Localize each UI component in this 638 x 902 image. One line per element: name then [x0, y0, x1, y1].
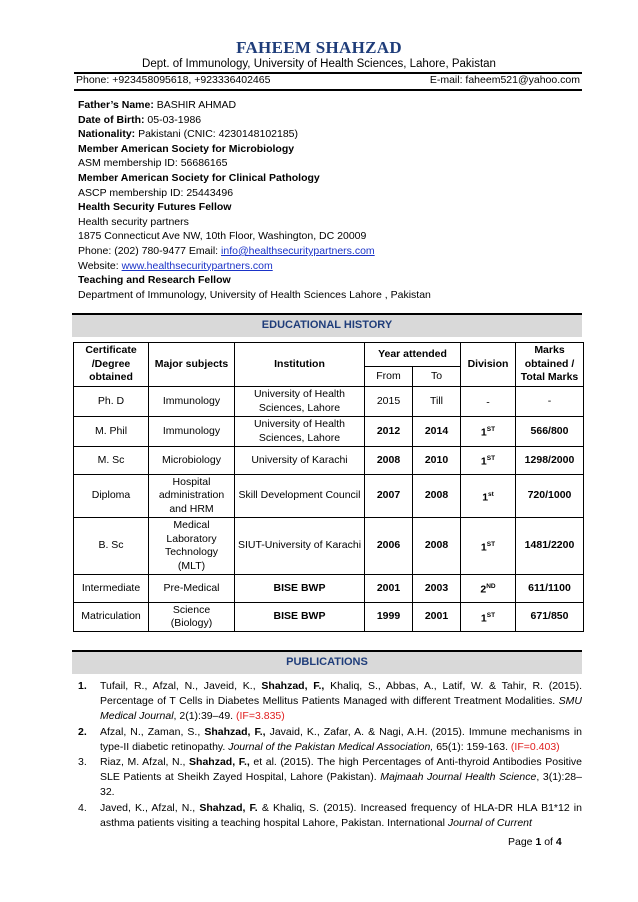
- list-item: 4. Javed, K., Afzal, N., Shahzad, F. & Khaliq, S. (2015). Increased frequency of HLA-DR HLA B1*12 in asthma patients visiting a teaching hospital Lahore, Pakistan. International Journal of Current: [78, 801, 582, 829]
- cell-major: Science (Biology): [149, 603, 235, 632]
- cell-inst: BISE BWP: [235, 575, 365, 603]
- email-text: E-mail: faheem521@yahoo.com: [429, 74, 580, 86]
- asm-id: ASM membership ID: 56686165: [78, 157, 228, 170]
- cell-from: 2007: [365, 475, 413, 518]
- cell-marks: 611/1100: [516, 575, 584, 603]
- cell-to: Till: [413, 387, 461, 417]
- cell-major: Immunology: [149, 417, 235, 447]
- father-name-label: Father’s Name:: [78, 99, 154, 111]
- header-rule-bottom: [74, 89, 582, 91]
- cell-major: Microbiology: [149, 447, 235, 475]
- cell-major: Hospital administration and HRM: [149, 475, 235, 518]
- cell-division: 1ST: [461, 447, 516, 475]
- cell-marks: 1298/2000: [516, 447, 584, 475]
- col-marks: Marks obtained / Total Marks: [516, 343, 584, 387]
- col-from: From: [365, 367, 413, 387]
- cell-inst: University of Health Sciences, Lahore: [235, 387, 365, 417]
- col-certificate: Certificate /Degree obtained: [74, 343, 149, 387]
- cell-cert: B. Sc: [74, 518, 149, 575]
- teaching-title: Teaching and Research Fellow: [78, 274, 231, 287]
- cell-cert: Matriculation: [74, 603, 149, 632]
- cell-cert: Diploma: [74, 475, 149, 518]
- contact-line: [76, 74, 580, 86]
- cell-marks: 720/1000: [516, 475, 584, 518]
- father-name-value: BASHIR AHMAD: [153, 99, 237, 111]
- cell-from: 2008: [365, 447, 413, 475]
- cell-to: 2001: [413, 603, 461, 632]
- publications-heading: PUBLICATIONS: [72, 650, 582, 674]
- cell-marks: -: [516, 387, 584, 417]
- cell-inst: Skill Development Council: [235, 475, 365, 518]
- fellowship-email-link[interactable]: info@healthsecuritypartners.com: [221, 244, 375, 257]
- cell-marks: 671/850: [516, 603, 584, 632]
- education-table: [73, 342, 584, 632]
- fellowship-phone-row: Phone: (202) 780-9477 Email: info@healthsecuritypartners.com: [78, 244, 375, 257]
- cell-division: 1ST: [461, 417, 516, 447]
- fellowship-title: Health Security Futures Fellow: [78, 201, 232, 214]
- phone-text: Phone: +923458095618, +923336402465: [76, 74, 271, 86]
- dob-row: [78, 113, 431, 128]
- cell-cert: M. Sc: [74, 447, 149, 475]
- cell-from: 1999: [365, 603, 413, 632]
- table-row: [74, 417, 584, 447]
- list-item: 3. Riaz, M. Afzal, N., Shahzad, F., et al. (2015). The high Percentages of Anti-thyroid Antibodies Positive SLE Patients at Sheikh Zayed Hospital, Lahore (Pakistan). Majmaah Journal Health Science, 3(1):28–32.: [78, 756, 583, 799]
- cell-to: 2008: [413, 475, 461, 518]
- education-heading: EDUCATIONAL HISTORY: [72, 313, 582, 337]
- cell-inst: SIUT-University of Karachi: [235, 518, 365, 575]
- table-row: [74, 475, 584, 518]
- nationality-row: [78, 127, 431, 142]
- fellowship-website-link[interactable]: www.healthsecuritypartners.com: [121, 259, 273, 272]
- cell-division: 1st: [461, 475, 516, 518]
- cell-division: -: [461, 387, 516, 417]
- table-row: [74, 518, 584, 575]
- cell-major: Immunology: [149, 387, 235, 417]
- fellowship-org: Health security partners: [78, 215, 189, 228]
- col-major: Major subjects: [149, 343, 235, 387]
- dob-label: Date of Birth:: [78, 113, 145, 126]
- cell-to: 2010: [413, 447, 461, 475]
- publications-list: [78, 679, 582, 831]
- cell-division: 2ND: [461, 575, 516, 603]
- personal-info: [78, 98, 431, 302]
- cell-from: 2012: [365, 417, 413, 447]
- col-division: Division: [461, 343, 516, 387]
- father-name-row: [78, 98, 431, 113]
- fellowship-address: 1875 Connecticut Ave NW, 10th Floor, Washington, DC 20009: [78, 230, 367, 243]
- cell-to: 2008: [413, 518, 461, 575]
- teaching-dept: Department of Immunology, University of Health Sciences Lahore , Pakistan: [78, 288, 431, 301]
- cell-marks: 1481/2200: [516, 518, 584, 575]
- ascp-id: ASCP membership ID: 25443496: [78, 186, 234, 199]
- cell-cert: Intermediate: [74, 575, 149, 603]
- table-header-row: [74, 343, 584, 367]
- cell-inst: University of Health Sciences, Lahore: [235, 417, 365, 447]
- cell-major: Pre-Medical: [149, 575, 235, 603]
- cell-to: 2014: [413, 417, 461, 447]
- cell-division: 1ST: [461, 518, 516, 575]
- cell-inst: BISE BWP: [235, 603, 365, 632]
- list-item: 1. Tufail, R., Afzal, N., Javeid, K., Shahzad, F., Khaliq, S., Abbas, A., Latif, W. & Tahir, R. (2015). Percentage of T Cells in Diabetes Mellitus Patients Managed with different Treatment Modalities. SMU Medical Journal, 2(1):39–49. (IF=3.835): [78, 680, 582, 723]
- cell-to: 2003: [413, 575, 461, 603]
- cell-from: 2006: [365, 518, 413, 575]
- asm-title: Member American Society for Microbiology: [78, 142, 295, 155]
- ascp-title: Member American Society for Clinical Pathology: [78, 171, 320, 184]
- table-row: [74, 447, 584, 475]
- col-to: To: [413, 367, 461, 387]
- page-number: Page 1 of 4: [508, 836, 562, 848]
- fellowship-website-row: Website: www.healthsecuritypartners.com: [78, 259, 273, 272]
- cell-marks: 566/800: [516, 417, 584, 447]
- cell-from: 2015: [365, 387, 413, 417]
- nationality-value: Pakistani (CNIC: 4230148102185): [135, 128, 299, 141]
- person-name: FAHEEM SHAHZAD: [236, 38, 402, 57]
- cell-cert: Ph. D: [74, 387, 149, 417]
- nationality-label: Nationality:: [78, 128, 136, 141]
- col-year: Year attended: [365, 343, 461, 367]
- cell-inst: University of Karachi: [235, 447, 365, 475]
- cell-cert: M. Phil: [74, 417, 149, 447]
- table-row: [74, 575, 584, 603]
- cell-major: Medical Laboratory Technology (MLT): [149, 518, 235, 575]
- department-line: Dept. of Immunology, University of Health Sciences, Lahore, Pakistan: [142, 58, 496, 70]
- cell-from: 2001: [365, 575, 413, 603]
- table-row: [74, 387, 584, 417]
- list-item: 2. Afzal, N., Zaman, S., Shahzad, F., Javaid, K., Zafar, A. & Nagi, A.H. (2015). Immune mechanisms in type-II diabetic retinopathy. Journal of the Pakistan Medical Association, 65(1): 159-163. (IF=0.403): [78, 725, 583, 753]
- dob-value: 05-03-1986: [144, 113, 202, 126]
- table-row: [74, 603, 584, 632]
- col-institution: Institution: [235, 343, 365, 387]
- cell-division: 1ST: [461, 603, 516, 632]
